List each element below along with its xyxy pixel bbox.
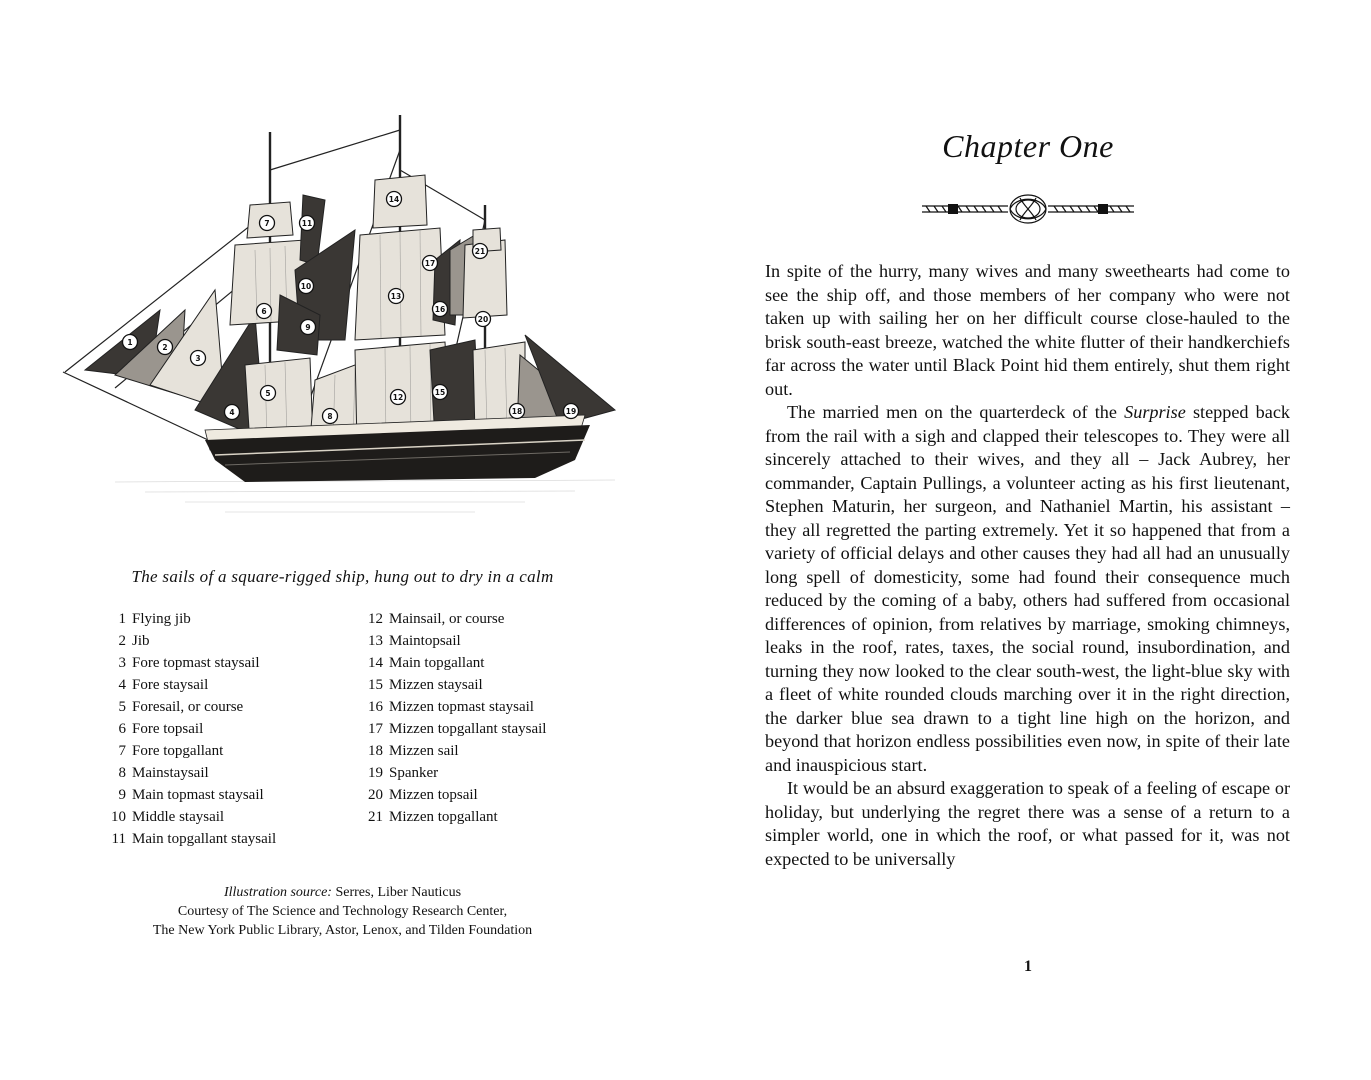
legend-item (98, 630, 276, 652)
sail-marker-number: 19 (565, 407, 577, 416)
sail-marker-number: 17 (424, 259, 436, 268)
legend-number: 15 (368, 677, 383, 693)
legend-item (98, 718, 276, 740)
legend-column-1 (98, 608, 276, 850)
credit-line-3: The New York Public Library, Astor, Lenox, and Tilden Foundation (152, 923, 533, 938)
legend-number: 20 (368, 787, 383, 803)
illustration-caption: The sails of a square-rigged ship, hung out to dry in a calm (131, 567, 554, 586)
legend-item (355, 652, 546, 674)
legend-label: Fore topsail (132, 721, 204, 737)
legend-label: Foresail, or course (132, 699, 244, 715)
sail-marker (389, 289, 404, 304)
legend-number: 9 (118, 787, 126, 803)
sail-marker-number: 6 (261, 307, 267, 316)
legend-item (355, 674, 546, 696)
legend-item (98, 652, 276, 674)
legend-number: 3 (118, 655, 126, 671)
legend-label: Mizzen topsail (389, 787, 478, 803)
chapter-title: Chapter One (942, 128, 1114, 164)
sail-marker (225, 405, 240, 420)
legend-label: Mainsail, or course (389, 611, 505, 627)
sail-marker (510, 404, 525, 419)
legend-number: 18 (368, 743, 383, 759)
sea-lines (115, 480, 615, 512)
legend-item (98, 608, 276, 630)
sail-marker-number: 3 (195, 354, 201, 363)
credit-line-2: Courtesy of The Science and Technology Research Center, (177, 904, 508, 919)
legend-label: Mizzen topgallant (389, 809, 498, 825)
sail-marker (433, 385, 448, 400)
legend-number: 2 (118, 633, 126, 649)
legend-item (98, 762, 276, 784)
legend-number: 1 (118, 611, 126, 627)
legend-number: 14 (368, 655, 383, 671)
sail-marker (299, 279, 314, 294)
sail-marker (323, 409, 338, 424)
legend-label: Main topmast staysail (132, 787, 264, 803)
paragraph-1: In spite of the hurry, many wives and many sweethearts had come to see the ship off, and those members of her company who were not taken up with sailing her on her difficult course close-hauled to the brisk south-east breeze, watched the white flutter of their handkerchiefs far across the water until Black Point hid them entirely, shut them right out. (765, 261, 1290, 399)
legend-item (98, 806, 276, 828)
legend-number: 16 (368, 699, 383, 715)
legend-label: Mizzen sail (389, 743, 459, 759)
legend-item (98, 696, 276, 718)
sail-marker-number: 9 (305, 323, 311, 332)
sail-marker-number: 21 (474, 247, 486, 256)
paragraph-2-start: The married men on the quarterdeck of the (787, 402, 1125, 422)
right-page (685, 0, 1371, 1080)
legend-item (98, 674, 276, 696)
sail-marker-number: 5 (265, 389, 271, 398)
sail-marker (433, 302, 448, 317)
sail-marker-number: 8 (327, 412, 333, 421)
legend-label: Fore topmast staysail (132, 655, 260, 671)
legend-label: Middle staysail (132, 809, 225, 825)
legend-column-2 (355, 608, 546, 828)
credit-source-value: Serres, Liber Nauticus (335, 885, 462, 900)
sail-marker-number: 2 (162, 343, 168, 352)
legend-number: 17 (368, 721, 383, 737)
credit-source-line (0, 883, 685, 902)
ship-name: Surprise (1124, 402, 1186, 422)
sail-marker (191, 351, 206, 366)
legend-number: 6 (118, 721, 126, 737)
legend-item (355, 718, 546, 740)
legend-number: 19 (368, 765, 383, 781)
sail-marker (300, 216, 315, 231)
legend-item (355, 740, 546, 762)
legend-label: Fore topgallant (132, 743, 224, 759)
legend-number: 7 (118, 743, 126, 759)
sail-marker (257, 304, 272, 319)
legend-label: Maintopsail (389, 633, 461, 649)
sail-marker-number: 7 (264, 219, 270, 228)
legend-label: Jib (132, 633, 150, 649)
sail-marker (476, 312, 491, 327)
sail-marker-number: 16 (434, 305, 446, 314)
legend-number: 21 (368, 809, 383, 825)
legend-item (355, 806, 546, 828)
sail-marker (158, 340, 173, 355)
sail-marker-number: 11 (301, 219, 313, 228)
sail-marker-number: 1 (127, 338, 133, 347)
rope-knot-ornament (920, 190, 1136, 226)
legend-number: 13 (368, 633, 383, 649)
sail-marker-number: 13 (390, 292, 402, 301)
legend-label: Main topgallant staysail (132, 831, 277, 847)
sail-marker-number: 14 (388, 195, 400, 204)
legend-item (98, 828, 276, 850)
sail-marker (123, 335, 138, 350)
chapter-body (765, 260, 1290, 871)
legend-label: Mizzen topmast staysail (389, 699, 534, 715)
sail-marker-number: 18 (511, 407, 523, 416)
legend-label: Fore staysail (132, 677, 209, 693)
sail-marker (261, 386, 276, 401)
sail-marker (260, 216, 275, 231)
sail-marker (423, 256, 438, 271)
paragraph-3: It would be an absurd exaggeration to speak of a feeling of escape or holiday, but underlying the regret there was a sense of a return to a simpler world, one in which the roof, or what passed for it, was not expected to be universally (765, 778, 1290, 869)
left-page (0, 0, 685, 1080)
legend-item (355, 630, 546, 652)
legend-label: Mizzen staysail (389, 677, 483, 693)
legend-number: 4 (118, 677, 126, 693)
legend-label: Flying jib (132, 611, 191, 627)
page-number: 1 (1024, 958, 1032, 975)
ship-illustration (55, 110, 645, 530)
legend-number: 5 (118, 699, 126, 715)
legend-number: 12 (368, 611, 383, 627)
illustration-credits (0, 883, 685, 940)
sail-marker-number: 15 (434, 388, 446, 397)
legend-label: Mainstaysail (132, 765, 209, 781)
legend-item (355, 696, 546, 718)
sail-marker-number: 20 (477, 315, 489, 324)
sail-marker (387, 192, 402, 207)
sail-marker (473, 244, 488, 259)
legend-label: Mizzen topgallant staysail (389, 721, 547, 737)
paragraph-2 (765, 401, 1290, 777)
legend-label: Main topgallant (389, 655, 485, 671)
sail-marker-number: 12 (392, 393, 404, 402)
legend-number: 11 (111, 831, 126, 847)
legend-item (98, 784, 276, 806)
legend-item (355, 762, 546, 784)
legend-item (355, 784, 546, 806)
legend-number: 8 (118, 765, 126, 781)
credit-source-label: Illustration source: (223, 885, 332, 900)
sail-marker (391, 390, 406, 405)
sail-marker-number: 10 (300, 282, 312, 291)
sail-marker-number: 4 (229, 408, 235, 417)
legend-item (355, 608, 546, 630)
sail-marker (301, 320, 316, 335)
paragraph-2-rest: stepped back from the rail with a sigh and clapped their telescopes to. They were all sincerely attached to their wives, and they all – Jack Aubrey, her commander, Captain Pullings, a volunteer acting as his first lieutenant, Stephen Maturin, her surgeon, and Nathaniel Martin, his assistant – they all regretted the parting extremely. Yet it so happened that from a variety of official delays and other causes they had all had an unusually long spell of domesticity, some had found their consequence much reduced by the coming of a baby, others had suffered from occasional differences of opinion, from relatives by marriage, smoking chimneys, leaks in the roof, rates, taxes, the social round, insubordination, and turning they now looked to the clear south-west, the light-blue sky with a fleet of white rounded clouds marching over it in the right direction, the darker blue sea drawn to a tight line high on the horizon, and beyond that horizon endless possibilities even now, in spite of their late and inauspicious start. (765, 402, 1290, 775)
legend-label: Spanker (389, 765, 439, 781)
legend-item (98, 740, 276, 762)
sail-marker (564, 404, 579, 419)
legend-number: 10 (111, 809, 126, 825)
